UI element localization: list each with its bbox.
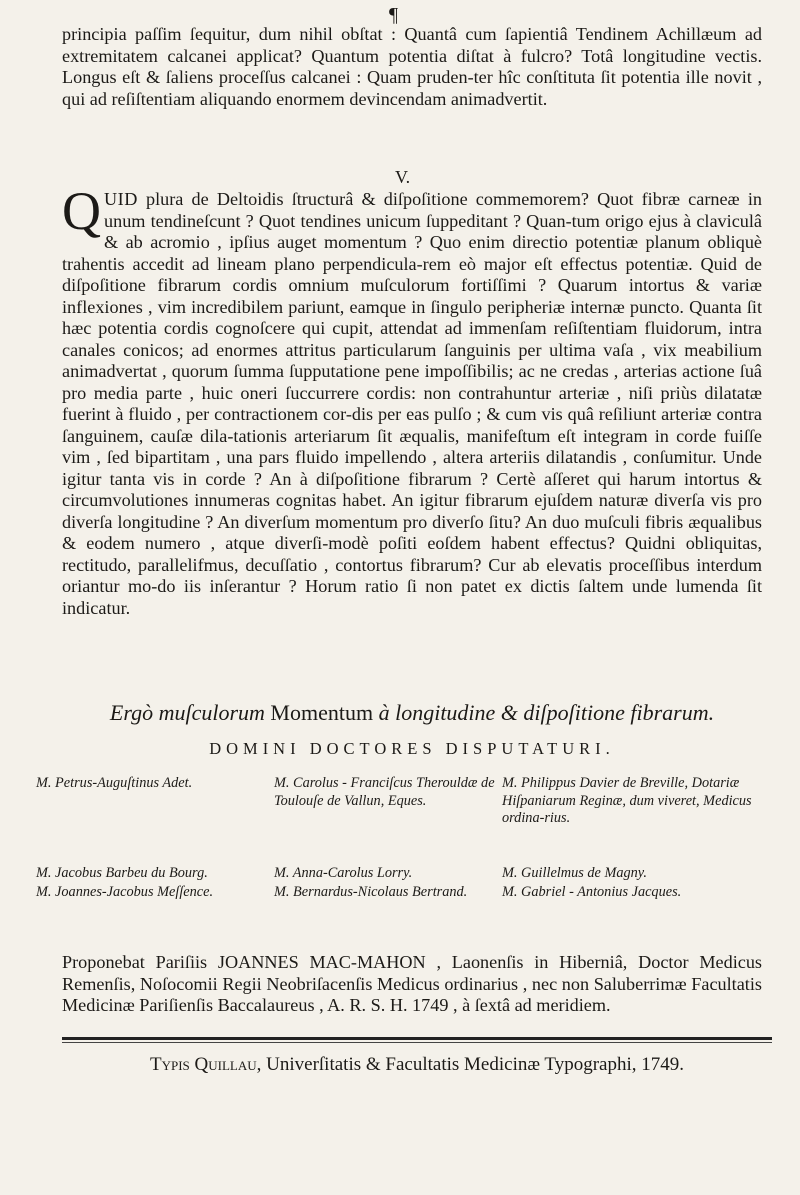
thesis-statement (62, 700, 762, 726)
name-entry: M. Joannes-Jacobus Meſſence. (36, 884, 214, 900)
name-entry: M. Bernardus-Nicolaus Bertrand. (274, 884, 468, 900)
name-entry: M. Gabriel - Antonius Jacques. (502, 884, 682, 900)
name-entry: M. Carolus - Franciſcus Therouldæ de Toulouſe de Vallun, Eques. (274, 775, 495, 809)
divider-rule-thin (62, 1042, 772, 1043)
thesis-part-2: Momentum (270, 700, 374, 725)
imprint-rest: , Univerſitatis & Facultatis Medicinæ Typographi, 1749. (256, 1054, 684, 1075)
drop-cap: Q (62, 181, 101, 241)
paragraph-2-text: plura de Deltoidis ſtructurâ & diſpoſitione commemorem? Quot fibræ carneæ in unum tendineſcunt ? Quot tendines unicum ſuppeditant ? Quan-tum origo ejus à claviculâ & ab acromio , ipſius auget momentum ? Quo enim directio potentiæ planum obliquè trahentis accedit ad lineam plano perpendicula-rem eò major eſt effectus potentiæ. Quid de diſpoſitione fibrarum cordis omnium muſculorum fortiſſimi ? Quarum intortus & variæ inflexiones , vim incredibilem pariunt, eamque in ſingulo peripheriæ internæ puncto. Quanta ſit hæc potentia cordis cognoſcere qui cupit, attendat ad immenſam reſiſtentiam fluidorum, intra canales conicos; ad enormes attritus particularum ſanguinis per ultima vaſa , vix meabilium animadvertat , quorum ſumma ſupputatione pene impoſſibilis; ac ne credas , arterias actione ſuâ pro media parte , huic oneri ſuccurrere cordis: non contrahuntur arteriæ , niſi priùs dilatatæ fuerint à fluido , per contractionem cor-dis per eas pulſo ; & cum vis quâ reſiliunt arteriæ contra ſanguinem, cauſæ dila-tationis arteriarum ſit æqualis, manifeſtum eſt integram in corde fuiſſe vim , ſed bipartitam , una pars fluido impellendo , altera arteriis dilatandis , conſumitur. Unde igitur tanta vis in corde ? An à diſpoſitione fibrarum ? Certè aſſeret qui harum intortus & circumvolutiones innumeras cognitas habet. An igitur fibrarum ejuſdem naturæ diverſa vis pro diverſa longitudine ? An diverſum momentum pro diverſo ſitu? An duo muſculi fibris æqualibus & eodem numero , atque diverſi-modè poſiti eoſdem habent effectus? Quidni obliquitas, rectitudo, parallelifmus, decuſſatio , contortus fibrarum? Cur ab elevatis proceſſibus interdum oriantur mo-do iis inſerantur ? Horum ratio ſi non patet ex dictis ſaltem unde lumenda ſit indicatur. (62, 189, 762, 618)
name-entry: M. Petrus-Auguſtinus Adet. (36, 775, 193, 791)
printer-imprint (62, 1054, 772, 1076)
paragraph-1: principia paſſim ſequitur, dum nihil obſtat : Quantâ cum ſapientiâ Tendinem Achillæum ad extremitatem calcanei applicat? Quantum potentia diſtat à fulcro? Totâ longitudine vectis. Longus eſt & ſaliens proceſſus calcanei : Quam pruden-ter hîc conſtituta ſit potentia ille novit , qui ad reſiſtentiam aliquando enormem devincendam animadvertit. (62, 24, 762, 109)
name-entry: M. Jacobus Barbeu du Bourg. (36, 865, 208, 881)
paragraph-3: Proponebat Pariſiis JOANNES MAC-MAHON , Laonenſis in Hiberniâ, Doctor Medicus Remenſis, Noſocomii Regii Neobriſacenſis Medicus ordinarius , nec non Saluberrimæ Facultatis Medicinæ Pariſienſis Baccalaureus , A. R. S. H. 1749 , à ſextâ ad meridiem. (62, 952, 762, 1015)
page-mark: ¶ (389, 4, 399, 26)
printer-name: Typis Quillau (150, 1054, 257, 1075)
name-entry: M. Guillelmus de Magny. (502, 865, 647, 881)
thesis-part-3: à longitudine & diſpoſitione fibrarum. (373, 700, 715, 725)
thesis-part-1: Ergò muſculorum (109, 700, 271, 725)
disputants-heading: DOMINI DOCTORES DISPUTATURI. (209, 739, 615, 758)
name-entry: M. Philippus Davier de Breville, Dotariæ Hiſpaniarum Reginæ, dum viveret, Medicus ordina-rius. (502, 775, 752, 826)
divider-rule (62, 1037, 772, 1040)
name-entry: M. Anna-Carolus Lorry. (274, 865, 413, 881)
section-number: V. (395, 167, 411, 187)
paragraph-2 (62, 181, 762, 619)
paragraph-2-first-words: UID (104, 189, 138, 209)
